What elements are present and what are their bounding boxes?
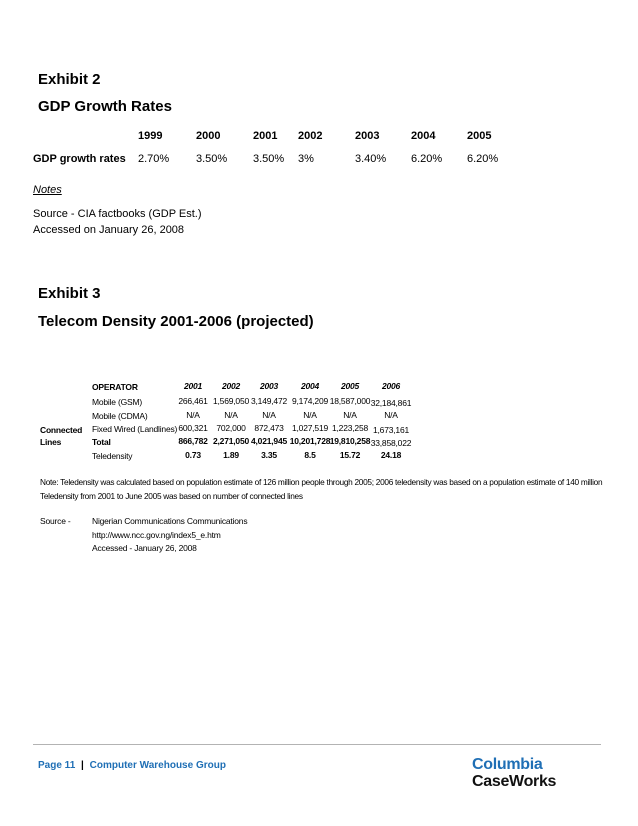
page-number: Page 11 bbox=[38, 760, 76, 771]
table-cell: 3.35 bbox=[261, 450, 277, 460]
gdp-value: 2.70% bbox=[138, 153, 170, 165]
table-cell: N/A bbox=[384, 410, 398, 420]
gdp-value: 3.50% bbox=[253, 153, 285, 165]
telecom-note: Teledensity from 2001 to June 2005 was based on number of connected lines bbox=[40, 491, 303, 501]
exhibit3-label: Exhibit 3 bbox=[38, 285, 101, 302]
group-label: Connected bbox=[40, 425, 83, 435]
telecom-source: Nigerian Communications Communications bbox=[92, 516, 248, 526]
operator-name: Mobile (CDMA) bbox=[92, 411, 148, 421]
table-cell: N/A bbox=[224, 410, 238, 420]
gdp-year-header: 2004 bbox=[411, 130, 436, 142]
exhibit2-title: GDP Growth Rates bbox=[38, 98, 172, 115]
table-cell: 1.89 bbox=[223, 450, 239, 460]
group-label: Lines bbox=[40, 437, 62, 447]
telecom-note: Note: Teledensity was calculated based on population estimate of 126 million people through 2005; 2006 teledensity was based on a population estimate of 140 million bbox=[40, 477, 603, 487]
telecom-source-url: http://www.ncc.gov.ng/index5_e.htm bbox=[92, 530, 221, 540]
table-cell: 600,321 bbox=[178, 423, 208, 433]
table-cell: 4,021,945 bbox=[250, 436, 287, 446]
table-cell: 2,271,050 bbox=[212, 436, 249, 446]
table-cell: N/A bbox=[343, 410, 357, 420]
telecom-year-header: 2005 bbox=[340, 381, 360, 391]
table-cell: N/A bbox=[262, 410, 276, 420]
logo-caseworks: CaseWorks bbox=[472, 773, 557, 790]
table-cell: 32,184,861 bbox=[370, 398, 412, 408]
table-cell: 24.18 bbox=[380, 450, 402, 460]
exhibit3-title: Telecom Density 2001-2006 (projected) bbox=[38, 313, 314, 330]
table-cell: 266,461 bbox=[178, 396, 208, 406]
gdp-source: Source - CIA factbooks (GDP Est.) bbox=[33, 208, 202, 220]
table-cell: 18,587,000 bbox=[329, 396, 371, 406]
footer-divider bbox=[33, 744, 601, 745]
operator-name: Teledensity bbox=[92, 451, 133, 461]
telecom-year-header: 2003 bbox=[259, 381, 279, 391]
table-cell: 1,223,258 bbox=[331, 423, 368, 433]
table-cell: 15.72 bbox=[339, 450, 361, 460]
table-cell: N/A bbox=[186, 410, 200, 420]
telecom-year-header: 2001 bbox=[183, 381, 203, 391]
table-cell: N/A bbox=[303, 410, 317, 420]
gdp-row-label: GDP growth rates bbox=[33, 153, 126, 165]
gdp-year-header: 1999 bbox=[138, 130, 163, 142]
gdp-year-header: 2001 bbox=[253, 130, 278, 142]
table-cell: 0.73 bbox=[185, 450, 201, 460]
operator-name: Mobile (GSM) bbox=[92, 397, 143, 407]
table-cell: 9,174,209 bbox=[291, 396, 328, 406]
table-cell: 1,569,050 bbox=[212, 396, 249, 406]
gdp-accessed: Accessed on January 26, 2008 bbox=[33, 224, 185, 236]
telecom-source-label: Source - bbox=[40, 516, 71, 526]
gdp-value: 3.50% bbox=[196, 153, 228, 165]
footer bbox=[38, 760, 226, 771]
operator-header: OPERATOR bbox=[92, 382, 138, 392]
telecom-source-accessed: Accessed - January 26, 2008 bbox=[92, 543, 197, 553]
telecom-year-header: 2002 bbox=[221, 381, 241, 391]
company-name: Computer Warehouse Group bbox=[89, 760, 226, 771]
table-cell: 8.5 bbox=[304, 450, 316, 460]
table-cell: 1,027,519 bbox=[291, 423, 328, 433]
table-cell: 33,858,022 bbox=[370, 438, 412, 448]
table-cell: 872,473 bbox=[254, 423, 284, 433]
gdp-year-header: 2002 bbox=[298, 130, 323, 142]
logo-columbia: Columbia bbox=[472, 756, 543, 773]
table-cell: 1,673,161 bbox=[372, 425, 409, 435]
table-cell: 702,000 bbox=[216, 423, 246, 433]
telecom-year-header: 2006 bbox=[381, 381, 401, 391]
operator-name: Fixed Wired (Landlines) bbox=[92, 424, 178, 434]
exhibit2-label: Exhibit 2 bbox=[38, 71, 101, 88]
gdp-year-header: 2000 bbox=[196, 130, 221, 142]
gdp-value: 3% bbox=[298, 153, 314, 165]
table-cell: 3,149,472 bbox=[250, 396, 287, 406]
table-cell: 866,782 bbox=[178, 436, 208, 446]
notes-heading: Notes bbox=[33, 184, 62, 196]
gdp-year-header: 2005 bbox=[467, 130, 492, 142]
telecom-year-header: 2004 bbox=[300, 381, 320, 391]
operator-name: Total bbox=[92, 437, 111, 447]
gdp-year-header: 2003 bbox=[355, 130, 380, 142]
gdp-value: 6.20% bbox=[411, 153, 443, 165]
gdp-value: 6.20% bbox=[467, 153, 499, 165]
table-cell: 19,810,258 bbox=[329, 436, 371, 446]
footer-separator: | bbox=[81, 760, 84, 771]
gdp-value: 3.40% bbox=[355, 153, 387, 165]
table-cell: 10,201,728 bbox=[289, 436, 331, 446]
